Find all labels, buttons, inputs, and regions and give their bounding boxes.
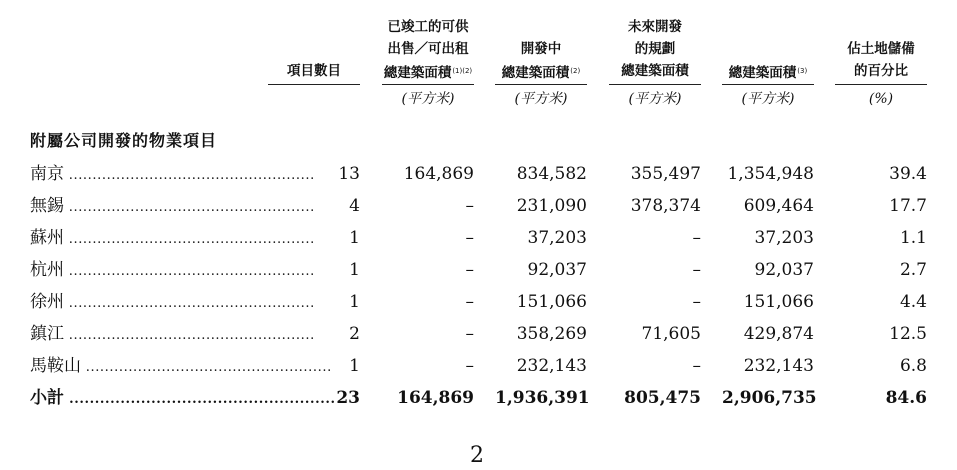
footnote-ref: (2): [570, 67, 581, 75]
cell-dev: 358,269: [516, 324, 587, 344]
column-header-dev: [495, 38, 587, 84]
cell-complete: –: [465, 356, 474, 376]
dot-leader: ....................................................: [64, 296, 315, 311]
city-name: 徐州: [30, 292, 64, 312]
dot-leader: ....................................................: [64, 328, 315, 343]
cell-complete: –: [465, 228, 474, 248]
unit-label-future: (平方米): [628, 91, 682, 107]
unit-label-total: (平方米): [741, 91, 795, 107]
table-row: [0, 190, 957, 222]
column-header-count: [268, 60, 360, 82]
city-name: 杭州: [30, 260, 64, 280]
table-row: [0, 350, 957, 382]
dot-leader: ....................................................: [64, 168, 315, 183]
city-name: 馬鞍山: [30, 356, 81, 376]
dot-leader: ....................................................: [81, 360, 332, 375]
cell-count: 4: [349, 196, 360, 216]
city-name: 鎮江: [30, 324, 64, 344]
cell-total: 232,143: [743, 356, 814, 376]
header-rule: [835, 84, 927, 85]
cell-pct: 2.7: [899, 260, 927, 280]
cell-dev: 231,090: [516, 196, 587, 216]
cell-pct: 17.7: [889, 196, 927, 216]
cell-total: 37,203: [754, 228, 814, 248]
header-rule: [382, 84, 474, 85]
column-header-line: 項目數目: [287, 63, 341, 79]
row-label: [30, 254, 315, 286]
header-rule: [268, 84, 360, 85]
cell-total: 1,354,948: [727, 164, 814, 184]
column-header-line: 未來開發: [628, 19, 682, 35]
dot-leader: ....................................................: [64, 232, 315, 247]
row-label: [30, 382, 336, 414]
city-name: 小計: [30, 388, 64, 408]
column-header-total: [722, 60, 814, 84]
dot-leader: ....................................................: [64, 392, 336, 407]
cell-pct: 39.4: [889, 164, 927, 184]
row-label: [30, 318, 315, 350]
cell-dev: 37,203: [527, 228, 587, 248]
column-header-complete: [382, 16, 474, 84]
subtotal-row: [0, 382, 957, 414]
table-row: [0, 222, 957, 254]
cell-dev: 151,066: [516, 292, 587, 312]
cell-future: –: [692, 260, 701, 280]
section-title: 附屬公司開發的物業項目: [30, 131, 218, 150]
cell-complete: –: [465, 292, 474, 312]
column-header-line: 總建築面積$^{(2)}$: [501, 65, 581, 81]
cell-future: –: [692, 292, 701, 312]
row-label: [30, 190, 315, 222]
column-header-line: 總建築面積$^{(1)(2)}$: [383, 65, 473, 81]
cell-complete: –: [465, 260, 474, 280]
cell-complete: 164,869: [397, 388, 474, 408]
column-header-line: 的百分比: [854, 63, 908, 79]
header-rule: [722, 84, 814, 85]
column-header-line: 總建築面積: [621, 63, 689, 79]
table-row: [0, 254, 957, 286]
cell-complete: –: [465, 324, 474, 344]
cell-complete: –: [465, 196, 474, 216]
cell-total: 151,066: [743, 292, 814, 312]
column-header-line: 開發中: [520, 41, 562, 57]
city-name: 蘇州: [30, 228, 64, 248]
cell-dev: 92,037: [527, 260, 587, 280]
cell-dev: 834,582: [516, 164, 587, 184]
cell-count: 1: [349, 260, 360, 280]
cell-total: 2,906,735: [722, 388, 817, 408]
city-name: 南京: [30, 164, 64, 184]
cell-pct: 6.8: [899, 356, 927, 376]
table-row: [0, 158, 957, 190]
unit-label-complete: (平方米): [401, 91, 455, 107]
cell-pct: 12.5: [889, 324, 927, 344]
cell-dev: 232,143: [516, 356, 587, 376]
cell-future: 378,374: [630, 196, 701, 216]
dot-leader: ....................................................: [64, 264, 315, 279]
cell-total: 609,464: [743, 196, 814, 216]
cell-count: 2: [349, 324, 360, 344]
row-label: [30, 350, 332, 382]
cell-future: –: [692, 356, 701, 376]
cell-count: 1: [349, 356, 360, 376]
cell-future: –: [692, 228, 701, 248]
row-label: [30, 222, 315, 254]
page-number: 2: [470, 443, 484, 468]
header-rule: [495, 84, 587, 85]
cell-count: 1: [349, 292, 360, 312]
cell-count: 1: [349, 228, 360, 248]
cell-pct: 84.6: [885, 388, 927, 408]
footnote-ref: (3): [797, 67, 808, 75]
column-header-line: 的規劃: [634, 41, 676, 57]
city-name: 無錫: [30, 196, 64, 216]
cell-dev: 1,936,391: [495, 388, 590, 408]
cell-count: 13: [338, 164, 360, 184]
cell-complete: 164,869: [403, 164, 474, 184]
table-row: [0, 318, 957, 350]
footnote-ref: (1)(2): [452, 67, 473, 75]
table-row: [0, 286, 957, 318]
cell-future: 805,475: [624, 388, 701, 408]
header-rule: [609, 84, 701, 85]
unit-label-dev: (平方米): [514, 91, 568, 107]
column-header-line: 總建築面積$^{(3)}$: [728, 65, 808, 81]
cell-total: 429,874: [743, 324, 814, 344]
unit-label-pct: (%): [868, 91, 894, 107]
row-label: [30, 158, 315, 190]
cell-count: 23: [336, 388, 360, 408]
column-header-line: 已竣工的可供: [387, 19, 469, 35]
cell-future: 355,497: [630, 164, 701, 184]
cell-future: 71,605: [641, 324, 701, 344]
cell-total: 92,037: [754, 260, 814, 280]
column-header-line: 出售／可出租: [387, 41, 469, 57]
dot-leader: ....................................................: [64, 200, 315, 215]
column-header-future: [609, 16, 701, 82]
row-label: [30, 286, 315, 318]
column-header-pct: [835, 38, 927, 82]
column-header-line: 佔土地儲備: [847, 41, 915, 57]
cell-pct: 1.1: [899, 228, 927, 248]
cell-pct: 4.4: [899, 292, 927, 312]
